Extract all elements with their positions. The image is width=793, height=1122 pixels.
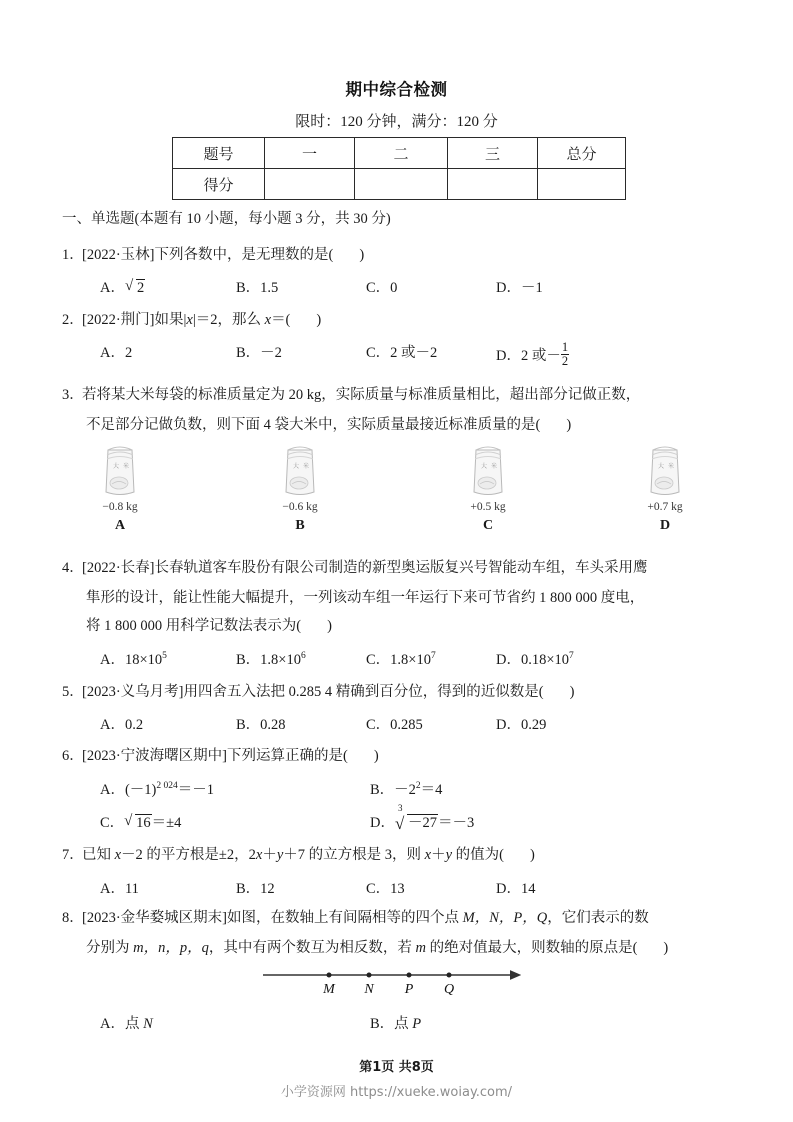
question-close: ) [663,940,669,956]
page-title: 期中综合检测 [345,80,448,99]
rice-bag-letter: C [482,518,494,533]
option-c-label: C． [100,815,125,831]
question-close: ) [327,618,332,634]
fraction: $\frac{1}{2}$ [561,340,569,369]
option-d-label: D． [370,815,395,831]
question-number: 1． [62,247,84,263]
rice-bag-value: +0.7 kg [647,501,683,513]
question-2 [62,310,321,332]
score-table-cell [265,169,355,200]
option-b[interactable]: B．－2 [236,345,282,361]
score-table-cell [448,169,538,200]
question-7: 7．已知 x－2 的平方根是±2，2x＋y＋7 的立方根是 3，则 x＋y 的值为( ) [62,845,535,867]
point-p: P [412,1016,422,1032]
variable-y: y [276,847,284,863]
cube-root-icon: √ 3 －27 [395,814,438,832]
exam-subtitle: 限时：120 分钟，满分：120 分 [295,114,498,130]
option-d[interactable]: D．14 [496,881,536,897]
sqrt-icon: √ 16 [124,814,152,832]
question-6 [62,746,379,768]
question-source: [2022·荆门] [82,312,155,328]
exponent: 6 [300,651,306,662]
point-n: N [143,1016,153,1032]
question-source: [2022·玉林] [82,247,155,263]
score-table-cell: 总分 [538,138,626,169]
number-line-figure [255,963,535,1005]
option-c[interactable]: C．0.285 [366,717,423,733]
score-table-cell [355,169,448,200]
question-text: 将 1 800 000 用科学记数法表示为( [86,618,302,634]
svg-text:米: 米 [123,463,130,470]
option-a[interactable] [100,276,145,297]
question-5 [62,682,574,704]
question-text: 长春轨道客车股份有限公司制造的新型奥运版复兴号智能动车组，车头采用鹰 [154,560,648,576]
question-8-line2: 分别为 m，n，p，q，其中有两个数互为相反数，若 m 的绝对值最大，则数轴的原点是( ) [86,940,669,956]
question-close: ) [373,748,379,764]
question-4-options [0,648,700,670]
option-b[interactable]: B．12 [236,881,275,897]
option-a-label: A． [100,280,125,296]
page-number-footer: 第1页 共8页 [359,1060,434,1075]
score-table-cell [538,169,626,200]
rice-bag-letter: B [295,518,305,533]
option-d[interactable]: D． √ 3 －27＝－3 [370,811,474,832]
rice-bag-icon [240,440,360,500]
rice-bag-value: −0.8 kg [102,501,138,513]
rice-bag-option-a[interactable] [60,440,180,534]
variable-list: m，n，p，q [133,940,209,956]
option-d-label: D．2 或－ [496,347,561,364]
question-close: ) [316,312,322,328]
question-text: 隼形的设计，能让性能大幅提升，一列该动车组一年运行下来可节省约 1 800 000 度电， [86,590,645,606]
question-5-options [0,713,700,735]
question-text-mid: |＝2，那么 [192,312,265,328]
variable-x: x [255,847,263,863]
option-d[interactable] [496,648,574,669]
question-source: [2023·金华婺城区期末] [82,910,227,926]
option-b-label: B．－2 [370,782,416,798]
variable-x: x [424,847,432,863]
question-text: 下列各数中，是无理数的是( [154,247,334,263]
question-text: 下列运算正确的是( [227,748,348,764]
option-a[interactable]: A．11 [100,881,139,897]
option-a[interactable]: A．2 [100,345,133,361]
point-labels: M，N，P，Q [462,910,548,926]
question-text: 不足部分记做负数，则下面 4 袋大米中，实际质量最接近标准质量的是( [86,417,541,433]
question-text: 用四舍五入法把 0.285 4 精确到百分位，得到的近似数是( [183,684,544,700]
score-table [172,137,626,200]
question-6-options-row2 [0,803,700,833]
option-d[interactable]: D．－1 [496,280,543,296]
option-b[interactable]: B．$-2^2=4$ [370,781,443,798]
option-b[interactable]: B．1.5 [236,280,279,296]
option-a-label: A．(－1) [100,782,157,798]
question-close: ) [530,847,535,863]
question-source: [2023·义乌月考] [82,684,184,700]
question-close: ) [359,247,365,263]
svg-text:大: 大 [113,463,120,470]
rice-bag-option-d[interactable] [605,440,725,534]
rice-bag-option-c[interactable] [428,440,548,534]
variable-x: x [264,312,272,328]
option-b[interactable] [236,648,306,669]
svg-text:大: 大 [481,463,488,470]
option-c[interactable]: C．0 [366,280,398,296]
option-b-label: B．点 [370,1016,413,1032]
question-number: 2． [62,312,84,328]
question-number: 5． [62,684,84,700]
question-text-post: ＝( [271,312,291,328]
rice-bag-value: +0.5 kg [470,501,506,513]
exponent: 7 [569,651,574,662]
question-source: [2022·长春] [82,560,155,576]
svg-text:米: 米 [303,463,310,470]
question-source: [2023·宁波海曙区期中] [82,748,227,764]
rice-bag-icon [428,440,548,500]
option-a[interactable]: A．0.2 [100,717,144,733]
svg-text:大: 大 [658,463,665,470]
question-8-options [0,1012,700,1034]
svg-text:P: P [404,982,414,997]
question-text: 如图，在数轴上有间隔相等的四个点 [227,910,463,926]
question-1 [62,245,364,267]
sqrt-icon: √ 2 [125,279,145,297]
option-d[interactable] [496,341,569,368]
option-b-label: B．1.8×10 [236,652,301,668]
question-3-figure [0,440,793,535]
question-number: 7． [62,847,84,863]
score-table-row-label: 题号 [173,138,265,169]
score-table-cell: 二 [355,138,448,169]
option-a-label: A．18×10 [100,652,163,668]
score-table-row-label: 得分 [173,169,265,200]
exponent: 5 [162,651,167,662]
option-d[interactable]: D．0.29 [496,717,547,733]
question-text: 如果| [154,312,187,328]
question-3-line2 [86,413,571,434]
option-a-label: A．点 [100,1016,144,1032]
rice-bag-letter: D [659,518,671,533]
exponent: 7 [430,651,436,662]
rice-bag-option-b[interactable] [240,440,360,534]
rice-bag-value: −0.6 kg [282,501,318,513]
score-table-cell: 三 [448,138,538,169]
question-8: 8．[2023·金华婺城区期末]如图，在数轴上有间隔相等的四个点 M，N，P，Q，它们表示的数 [62,908,649,930]
table-row [173,169,626,200]
rice-bag-icon [60,440,180,500]
question-number: 4． [62,560,84,576]
option-b[interactable] [370,1012,421,1033]
question-number: 6． [62,748,84,764]
section-heading: 一、单选题(本题有 10 小题，每小题 3 分，共 30 分) [62,211,391,227]
svg-text:大: 大 [293,463,300,470]
question-2-options [0,340,700,369]
option-c[interactable]: C．13 [366,881,405,897]
question-text: 若将某大米每袋的标准质量定为 20 kg，实际质量与标准质量相比，超出部分记做正数， [82,387,641,403]
question-3 [62,385,640,407]
option-b[interactable]: B．0.28 [236,717,286,733]
question-close: ) [566,417,572,433]
question-6-options-row1 [0,778,700,800]
question-4-line2 [86,586,644,607]
question-text: 分别为 [86,940,134,956]
option-a[interactable]: A．$(-1)^{2 024}=-1$ [100,781,215,798]
option-a[interactable] [100,1012,153,1033]
svg-text:N: N [364,982,374,997]
question-number: 8． [62,910,84,926]
rice-bag-icon [605,440,725,500]
variable-y: y [445,847,453,863]
variable-m: m [415,940,426,956]
rice-bag-letter: A [114,518,126,533]
score-table-cell: 一 [265,138,355,169]
svg-text:米: 米 [491,463,498,470]
exponent: 2 [415,781,421,792]
question-text: 已知 [82,847,115,863]
option-a[interactable] [100,648,167,669]
option-c-label: C．1.8×10 [366,652,431,668]
option-c[interactable]: C． √ 16＝±4 [100,811,181,832]
question-1-options [0,276,700,298]
svg-text:Q: Q [443,982,455,997]
variable-x: x [186,312,193,328]
exponent: 2 024 [156,781,178,792]
question-7-options [0,877,700,899]
question-4-line3 [86,614,332,635]
option-c[interactable] [366,648,436,669]
option-c[interactable]: C．2 或－2 [366,345,438,361]
question-number: 3． [62,387,84,403]
question-4 [62,558,648,580]
watermark: 小学资源网 https://xueke.woiay.com/ [280,1085,513,1100]
svg-text:米: 米 [668,463,675,470]
table-row [173,138,626,169]
variable-x: x [114,847,122,863]
option-d-label: D．0.18×10 [496,652,570,668]
question-close: ) [569,684,575,700]
svg-text:M: M [323,982,335,997]
